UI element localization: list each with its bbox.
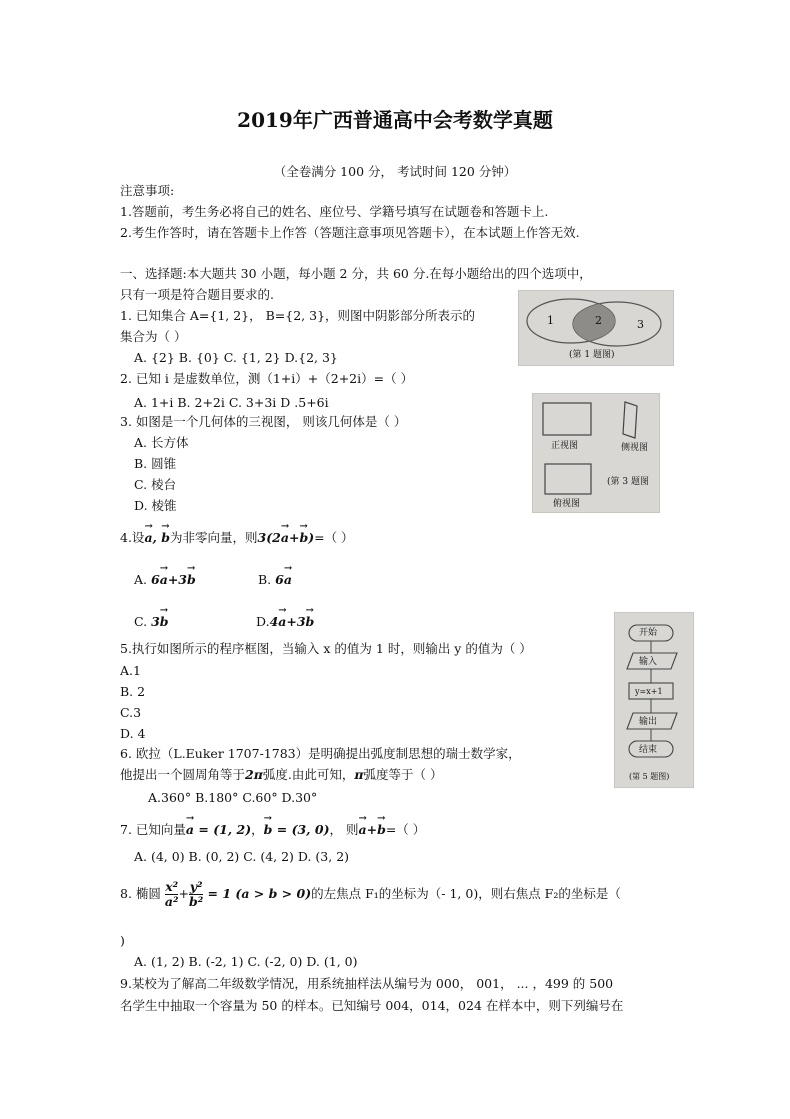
q4-suffix: =（ ）: [314, 530, 354, 545]
q6-line1: 6. 欧拉（L.Euker 1707-1783）是明确提出弧度制思想的瑞士数学家，: [120, 746, 521, 761]
q5-option-b: B. 2: [120, 684, 146, 699]
venn-caption: (第 1 题图): [569, 350, 615, 360]
q7-stem: 7. 已知向量→ a = (1, 2)，→ b = (3, 0)， 则→ a+→ b=（ ）: [120, 822, 425, 838]
q5-flowchart-figure: [614, 612, 694, 788]
q4-vector-a-b: → a, → b: [144, 530, 170, 545]
q3-option-b: B. 圆锥: [134, 456, 177, 471]
q3-option-a: A. 长方体: [134, 435, 189, 450]
q4-option-c: C. 3→ b: [134, 614, 169, 630]
notice-item-2: 2.考生作答时，请在答题卡上作答（答题注意事项见答题卡），在本试题上作答无效.: [120, 225, 580, 240]
q8-frac-y: $\frac{\text{y²}}{\text{b²}}$: [188, 879, 204, 909]
q8-frac-x: $\frac{\text{x²}}{\text{a²}}$: [164, 879, 179, 909]
q6-line2: 他提出一个圆周角等于2π弧度.由此可知，π弧度等于（ ）: [120, 767, 443, 782]
side-view-label: 侧视图: [621, 443, 649, 453]
q1-options: A. {2} B. {0} C. {1, 2} D.{2, 3}: [134, 350, 338, 365]
venn-label-1: 1: [547, 314, 554, 327]
flow-end: 结束: [639, 745, 658, 755]
q8-close-paren: ): [120, 933, 125, 948]
q8-options: A. (1, 2) B. (-2, 1) C. (-2, 0) D. (1, 0): [134, 954, 358, 969]
flow-caption: (第 5 题图): [629, 772, 670, 781]
section1-line1: 一、选择题:本大题共 30 小题，每小题 2 分，共 60 分.在每小题给出的四个选项中，: [120, 266, 592, 281]
q4-mid: 为非零向量，则: [170, 530, 258, 545]
flow-output: 输出: [639, 717, 658, 727]
q3-option-c: C. 棱台: [134, 477, 177, 492]
q4-stem: [120, 530, 354, 546]
q3-three-view-figure: [532, 393, 660, 513]
q4-expression: 3(2→ a+→ b): [258, 530, 315, 545]
venn-label-3: 3: [637, 318, 644, 331]
q2-stem: 2. 已知 i 是虚数单位，测（1+i）+（2+2i）=（ ）: [120, 371, 414, 386]
q2-options: A. 1+i B. 2+2i C. 3+3i D .5+6i: [134, 395, 329, 410]
q3-figure-caption: (第 3 题图: [607, 477, 649, 487]
q1-stem-line2: 集合为（ ）: [120, 329, 187, 344]
front-view-label: 正视图: [551, 441, 579, 451]
q5-option-d: D. 4: [120, 726, 146, 741]
exam-subtitle: （全卷满分 100 分， 考试时间 120 分钟）: [273, 164, 517, 179]
q3-option-d: D. 棱锥: [134, 498, 177, 513]
page-title: 2019年广西普通高中会考数学真题: [237, 108, 553, 132]
flow-start: 开始: [639, 628, 658, 638]
q4-option-d: D.4→ a+3→ b: [256, 614, 314, 630]
q9-line2: 名学生中抽取一个容量为 50 的样本。已知编号 004，014，024 在样本中，则下列编号在: [120, 998, 624, 1013]
q7-options: A. (4, 0) B. (0, 2) C. (4, 2) D. (3, 2): [134, 849, 350, 864]
q5-stem: 5.执行如图所示的程序框图，当输入 x 的值为 1 时，则输出 y 的值为（ ）: [120, 641, 532, 656]
notice-item-1: 1.答题前，考生务必将自己的姓名、座位号、学籍号填写在试题卷和答题卡上.: [120, 204, 549, 219]
q3-stem: 3. 如图是一个几何体的三视图， 则该几何体是（ ）: [120, 414, 407, 429]
q5-option-a: A.1: [120, 663, 141, 678]
q9-line1: 9.某校为了解高二年级数学情况，用系统抽样法从编号为 000， 001， ... ，499 的 500: [120, 976, 614, 991]
section1-line2: 只有一项是符合题目要求的.: [120, 287, 274, 302]
flow-process: y=x+1: [635, 687, 663, 696]
flow-input: 输入: [639, 657, 658, 667]
top-view-label: 俯视图: [553, 499, 581, 509]
q5-option-c: C.3: [120, 705, 142, 720]
venn-label-2: 2: [595, 314, 602, 327]
q1-stem-line1: 1. 已知集合 A={1, 2}， B={2, 3}，则图中阴影部分所表示的: [120, 308, 476, 323]
q4-prefix: 4.设: [120, 530, 145, 545]
q8-stem: 8. 椭圆 $\frac{\text{x²}}{\text{a²}}$ + $\frac{\text{y²}}{\text{b²}}$ = 1 (a > b > 0)的左焦点 F₁的坐标为（- 1, 0)，则右焦点 F₂的坐标是（: [120, 879, 621, 909]
q4-option-b: B. 6→ a: [258, 572, 292, 588]
q6-options: A.360° B.180° C.60° D.30°: [148, 790, 318, 805]
notice-heading: 注意事项:: [120, 183, 175, 198]
q4-option-a: A. 6→ a+3→ b: [134, 572, 196, 588]
q1-venn-figure: [518, 290, 674, 366]
